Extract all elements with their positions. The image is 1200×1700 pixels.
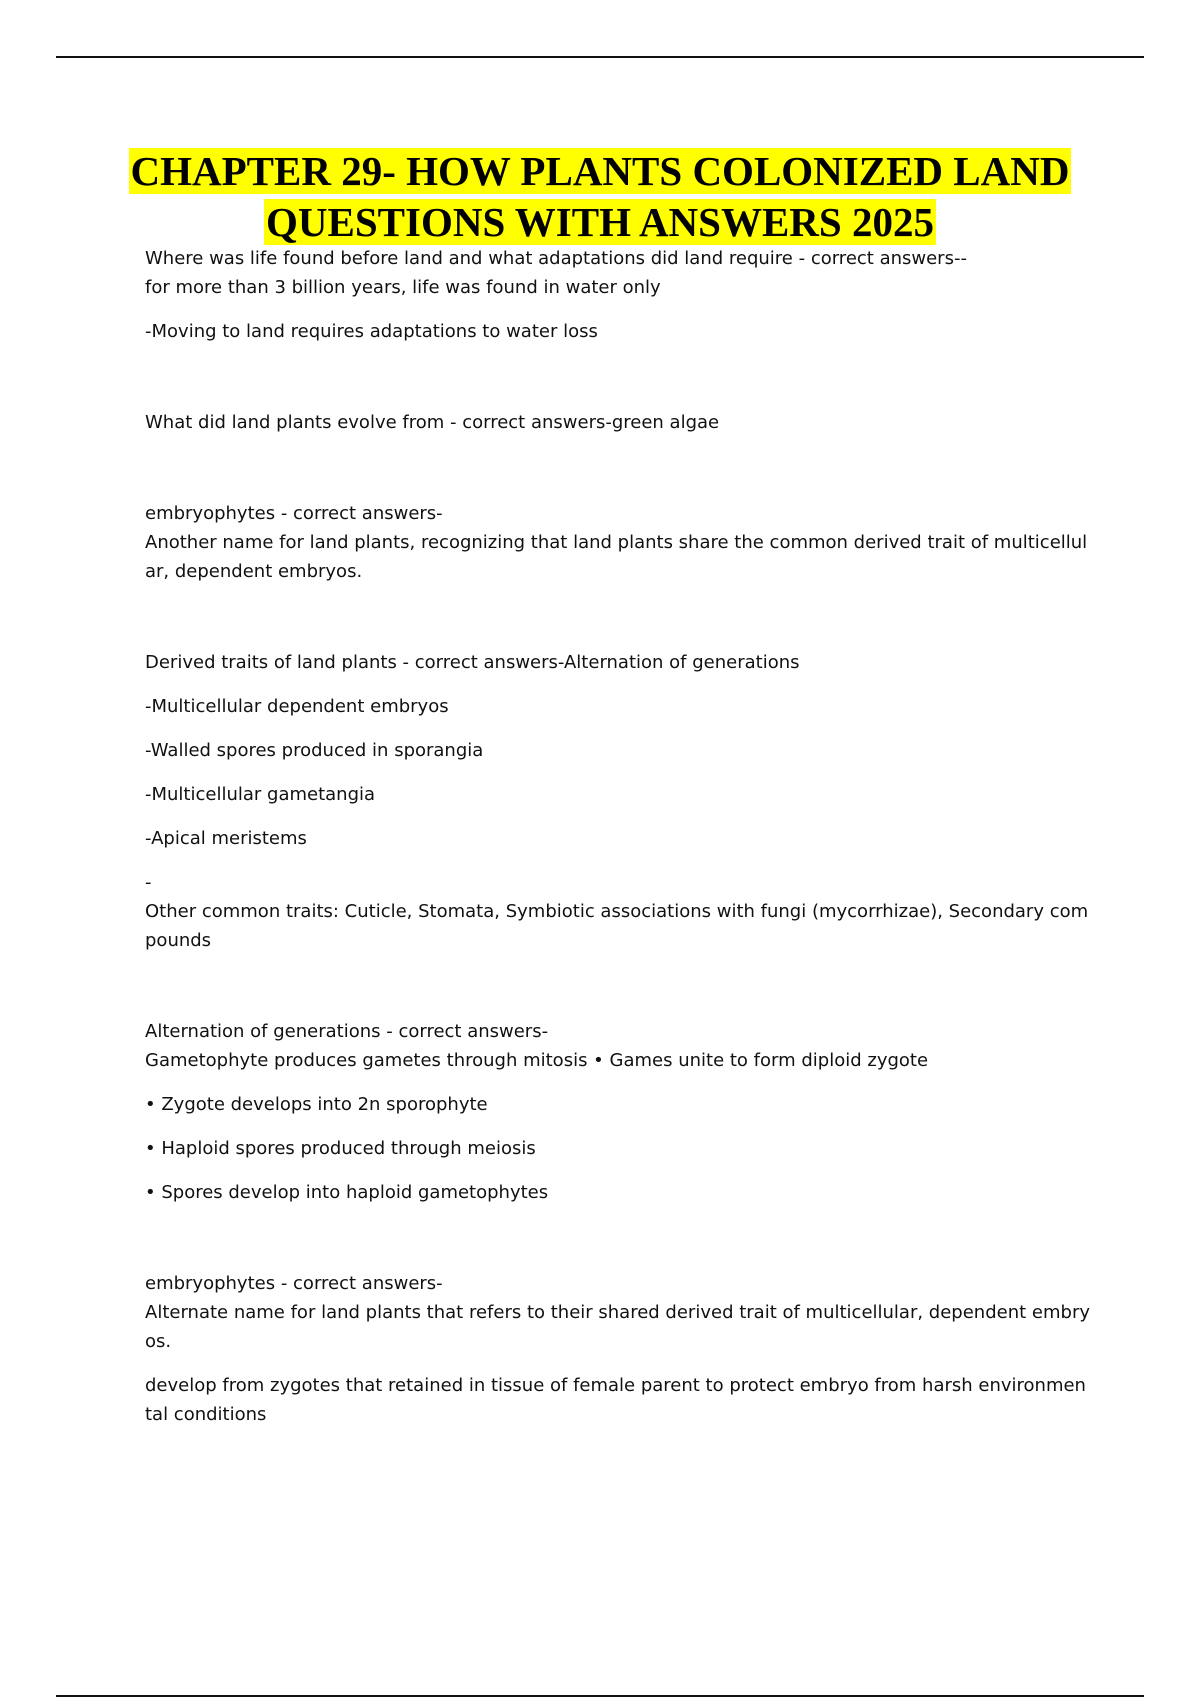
top-rule: [56, 56, 1144, 58]
bottom-rule: [56, 1695, 1144, 1697]
question-text: Derived traits of land plants - correct answers-Alternation of generations: [145, 652, 800, 673]
answer-text: Another name for land plants, recognizing that land plants share the common derived trait of multicellular, dependent embryos.: [145, 532, 1088, 582]
answer-text: -Moving to land requires adaptations to water loss: [145, 321, 598, 342]
answer-text: -Multicellular dependent embryos: [145, 696, 449, 717]
answer-text: -Walled spores produced in sporangia: [145, 740, 484, 761]
answer-text: Gametophyte produces gametes through mitosis • Games unite to form diploid zygote: [145, 1050, 929, 1071]
question-text: What did land plants evolve from - correct answers-green algae: [145, 412, 720, 433]
answer-text: -: [145, 872, 152, 893]
answer-text: Other common traits: Cuticle, Stomata, Symbiotic associations with fungi (mycorrhizae), Secondary compounds: [145, 901, 1089, 951]
answer-text: -Apical meristems: [145, 828, 307, 849]
question-text: embryophytes - correct answers-: [145, 503, 443, 524]
question-text: Alternation of generations - correct answers-: [145, 1021, 549, 1042]
answer-text: for more than 3 billion years, life was found in water only: [145, 277, 661, 298]
answer-text: develop from zygotes that retained in tissue of female parent to protect embryo from harsh environmental conditions: [145, 1375, 1086, 1425]
answer-text: • Haploid spores produced through meiosis: [145, 1138, 536, 1159]
question-text: Where was life found before land and what adaptations did land require - correct answers--: [145, 248, 967, 269]
answer-text: • Zygote develops into 2n sporophyte: [145, 1094, 488, 1115]
document-title: [100, 146, 1100, 248]
answer-text: Alternate name for land plants that refers to their shared derived trait of multicellular, dependent embryos.: [145, 1302, 1090, 1352]
answer-text: • Spores develop into haploid gametophytes: [145, 1182, 549, 1203]
title-highlight: CHAPTER 29- HOW PLANTS COLONIZED LAND QUESTIONS WITH ANSWERS 2025: [130, 148, 1070, 245]
answer-text: -Multicellular gametangia: [145, 784, 376, 805]
document-body: [145, 244, 1090, 1429]
question-text: embryophytes - correct answers-: [145, 1273, 443, 1294]
